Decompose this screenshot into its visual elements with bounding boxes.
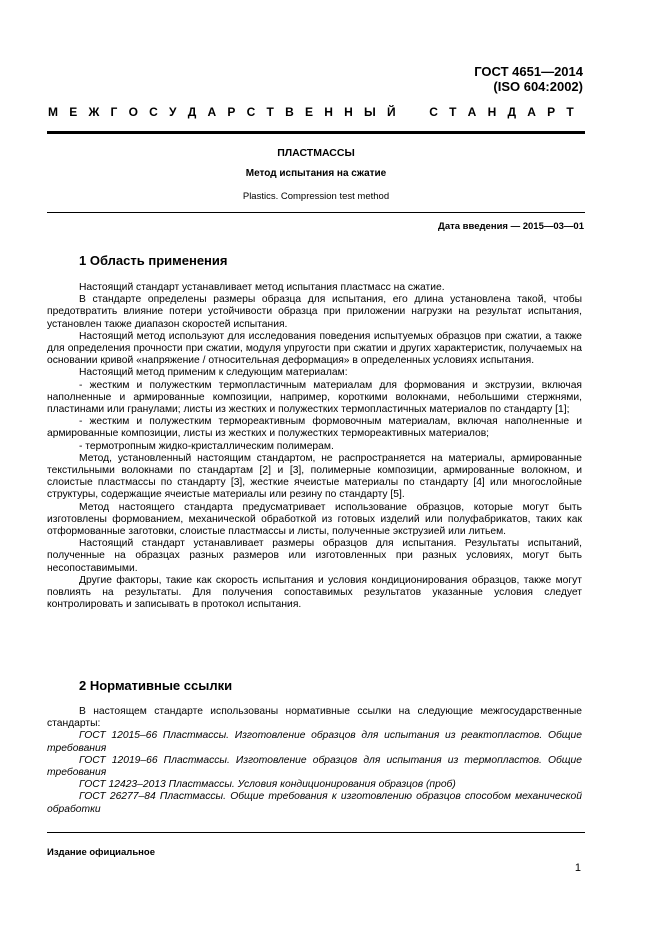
english-title: Plastics. Compression test method xyxy=(242,191,390,202)
gost-number: ГОСТ 4651—2014 xyxy=(474,64,583,79)
paragraph: Метод, установленный настоящим стандартом, не распространяется на материалы, армированные текстильными волокнами по стандартам [2] и [3], полимерные композиции, армированные волокном, и слоистые пластмассы по стандарту [3], жесткие ячеистые материалы по стандарту [4] или многослойные структуры, содержащие ячеистые материалы или резину по стандарту [5]. xyxy=(47,452,582,501)
document-title: ПЛАСТМАССЫ xyxy=(277,147,355,159)
section-2-body xyxy=(47,706,582,816)
reference-item: ГОСТ 12019–66 Пластмассы. Изготовление образцов для испытания из термопластов. Общие требования xyxy=(47,754,582,779)
letter: А xyxy=(527,105,536,119)
reference-item: ГОСТ 12423–2013 Пластмассы. Условия кондиционирования образцов (проб) xyxy=(79,779,456,791)
footer-divider xyxy=(47,832,585,833)
letter: Е xyxy=(69,105,78,119)
standard-type-heading xyxy=(48,105,574,119)
letter: Е xyxy=(304,105,313,119)
reference-item: ГОСТ 12015–66 Пластмассы. Изготовление образцов для испытания из реактопластов. Общие требования xyxy=(47,730,582,754)
letter: Т xyxy=(566,105,574,119)
gost-designation xyxy=(474,64,583,94)
paragraph: Другие факторы, такие как скорость испытания и условия кондиционирования образцов, также могут повлиять на результаты. Для получения сопоставимых результатов указанные условия следует контролировать и записывать в протокол испытания. xyxy=(47,574,582,611)
list-item: - жестким и полужестким термопластичным материалам для формования и экструзии, включая наполненные и армированные композиции, например, короткими волокнами, небольшими стержнями, пластинами или гранулами; листы из жестких и полужестких термопластичных материалов по стандарту [1]; xyxy=(47,379,582,416)
letter: Р xyxy=(227,105,236,119)
page-number: 1 xyxy=(574,862,581,874)
document-subtitle: Метод испытания на сжатие xyxy=(245,168,387,179)
letter: Н xyxy=(324,105,333,119)
letter: Т xyxy=(266,105,274,119)
letter: С xyxy=(429,105,438,119)
paragraph: В настоящем стандарте использованы нормативные ссылки на следующие межгосударственные стандарты: xyxy=(47,706,582,730)
letter: В xyxy=(285,105,294,119)
paragraph: Настоящий метод используют для исследования поведения испытуемых образцов при сжатии, а также для определения прочности при сжатии, модуля упругости при сжатии и других характеристик, получаемых на основании кривой «напряжение / относительная деформация» в определенных условиях испытания. xyxy=(47,330,582,367)
letter: Н xyxy=(487,105,497,119)
list-item: - термотропным жидко-кристаллическим полимерам. xyxy=(79,440,334,452)
letter: Т xyxy=(449,105,457,119)
section-1-heading: 1 Область применения xyxy=(79,253,228,268)
letter: Д xyxy=(187,105,197,119)
list-item: - жестким и полужестким термореактивным формовочным материалам, включая наполненные и армированные композиции, листы из жестких и полужестких термореактивных материалов; xyxy=(47,416,582,440)
section-2-heading: 2 Нормативные ссылки xyxy=(79,678,233,693)
paragraph: Настоящий метод применим к следующим материалам: xyxy=(79,367,348,379)
letter: У xyxy=(169,105,177,119)
letter: Р xyxy=(547,105,556,119)
paragraph: В стандарте определены размеры образца для испытания, его длина установлена такой, чтобы предотвратить влияние потери устойчивости образца при приложении нагрузки на результат испытания, установлен также диапазон скоростей испытания. xyxy=(47,294,582,330)
header-divider xyxy=(47,131,585,134)
paragraph: Настоящий стандарт устанавливает метод испытания пластмасс на сжатие. xyxy=(79,282,445,293)
introduction-date: Дата введения — 2015—03—01 xyxy=(438,221,584,232)
official-edition-label: Издание официальное xyxy=(47,847,155,858)
letter: Н xyxy=(344,105,353,119)
letter: Й xyxy=(386,105,396,119)
letter: Ы xyxy=(363,105,376,119)
section-1-body xyxy=(47,282,582,611)
letter: Ж xyxy=(88,105,100,119)
letter: М xyxy=(48,105,58,119)
reference-item: ГОСТ 26277–84 Пластмассы. Общие требования к изготовлению образцов способом механической обработки xyxy=(47,791,582,815)
letter: Г xyxy=(110,105,118,119)
paragraph: Настоящий стандарт устанавливает размеры образцов для испытания. Результаты испытаний, полученные на образцах разных размеров или изготовленных при разных условиях, могут быть несопоставимыми. xyxy=(47,538,582,574)
letter: Д xyxy=(507,105,517,119)
title-divider xyxy=(47,212,585,213)
letter: А xyxy=(467,105,477,119)
letter: С xyxy=(246,105,256,119)
letter: О xyxy=(128,105,138,119)
paragraph: Метод настоящего стандарта предусматривает использование образцов, которые могут быть изготовлены формованием, механической обработкой из готовых изделий или полуфабрикатов, таких как отформованные заготовки, слоистые пластмассы и листы, полученные экструзией или литьем. xyxy=(47,501,582,538)
letter: А xyxy=(207,105,217,119)
iso-number: (ISO 604:2002) xyxy=(493,79,583,94)
letter: С xyxy=(149,105,158,119)
